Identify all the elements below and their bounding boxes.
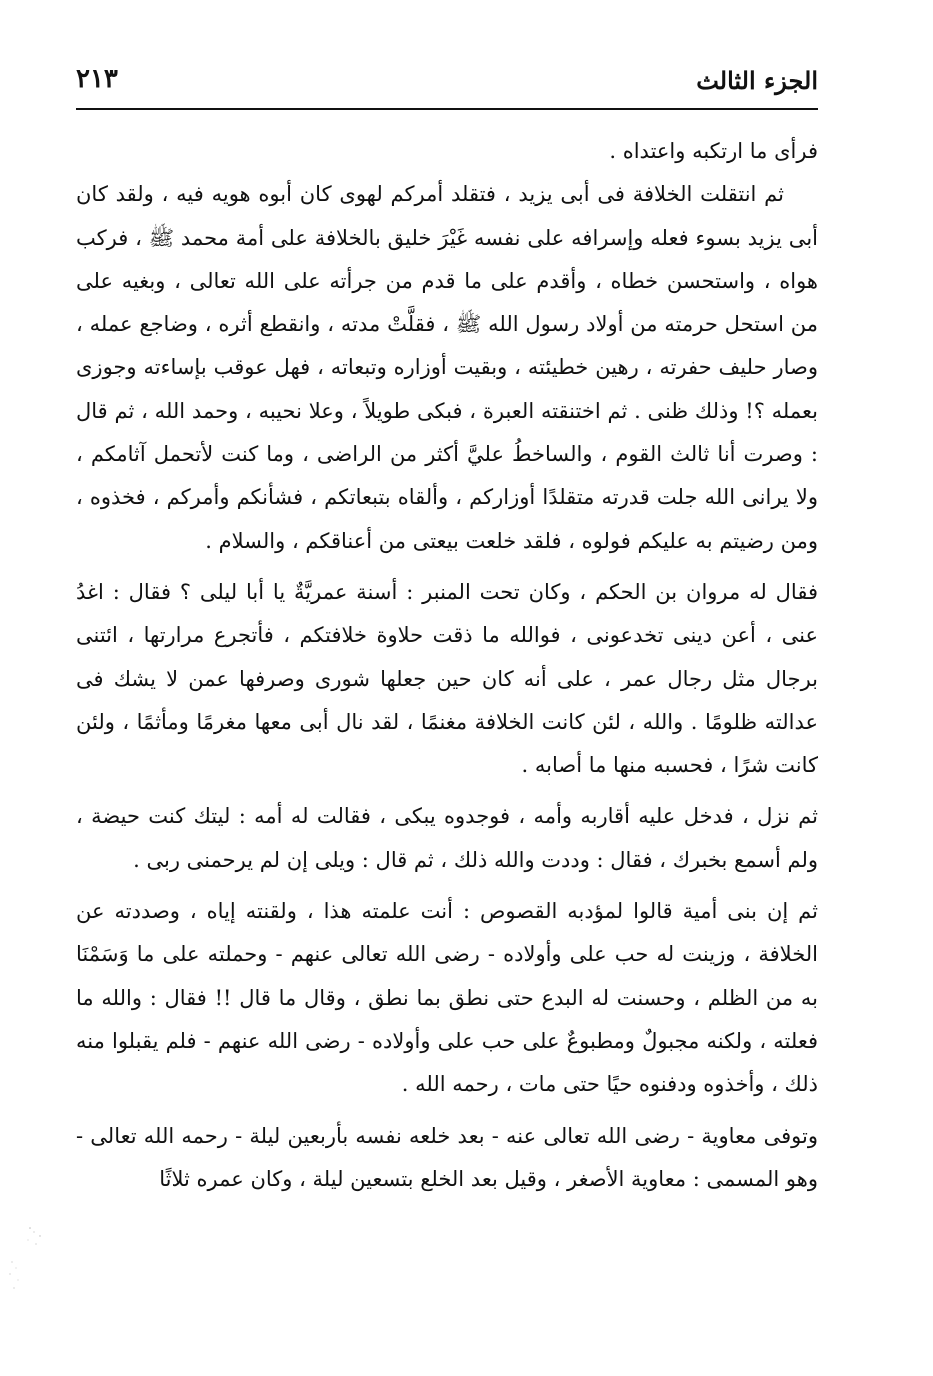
page-number: ٢١٣ — [76, 64, 118, 94]
paragraph-2: ثم انتقلت الخلافة فى أبى يزيد ، فتقلد أمركم لهوى كان أبوه هويه فيه ، ولقد كان أبى يزيد بسوء فعله وإسرافه على نفسه غَيْرَ خليق بالخلافة على أمة محمد ﷺ ، فركب هواه ، واستحسن خطاه ، وأقدم على ما قدم من جرأته على الله تعالى ، وبغيه على من استحل حرمته من أولاد رسول الله ﷺ ، فقلَّتْ مدته ، وانقطع أثره ، وضاجع عمله ، وصار حليف حفرته ، رهين خطيئته ، وبقيت أوزاره وتبعاته ، فهل عوقب بإساءته وجوزى بعمله ؟! وذلك ظنى . ثم اختنقته العبرة ، فبكى طويلاً ، وعلا نحيبه ، وحمد الله ، ثم قال : وصرت أنا ثالث القوم ، والساخطُ عليَّ أكثر من الراضى ، وما كنت لأتحمل آثامكم ، ولا يرانى الله جلت قدرته متقلدًا أوزاركم ، وألقاه بتبعاتكم ، فشأنكم وأمركم ، فخذوه ، ومن رضيتم به عليكم فولوه ، فلقد خلعت بيعتى من أعناقكم ، والسلام . — [76, 182, 818, 553]
scan-speckles — [0, 1210, 60, 1320]
paragraph-3: فقال له مروان بن الحكم ، وكان تحت المنبر : أسنة عمريَّةٌ يا أبا ليلى ؟ فقال : اغدُ عنى ، أعن دينى تخدعونى ، فوالله ما ذقت حلاوة خلافتكم ، فأتجرع مرارتها ، ائتنى برجال مثل رجال عمر ، على أنه كان حين جعلها شورى وصرفها عمن لا يشك فى عدالته ظلومًا . والله ، لئن كانت الخلافة مغنمًا ، لقد نال أبى معها مغرمًا ومأثمًا ، ولئن كانت شرًا ، فحسبه منها ما أصابه . — [76, 579, 818, 778]
paragraph-6: وتوفى معاوية - رضى الله تعالى عنه - بعد خلعه نفسه بأربعين ليلة - رحمه الله تعالى - وهو المسمى : معاوية الأصغر ، وقيل بعد الخلع بتسعين ليلة ، وكان عمره ثلاثًا — [76, 1123, 818, 1191]
main-text — [76, 130, 818, 1201]
header-rule — [76, 108, 818, 110]
paragraph-5: ثم إن بنى أمية قالوا لمؤدبه القصوص : أنت علمته هذا ، ولقنته إياه ، وصددته عن الخلافة ، وزينت له حب على وأولاده - رضى الله تعالى عنهم - وحملته على ما وَسَمْنَا به من الظلم ، وحسنت له البدع حتى نطق بما نطق ، وقال ما قال !! فقال : والله ما فعلته ، ولكنه مجبولٌ ومطبوعٌ على حب على وأولاده - رضى الله عنهم - فلم يقبلوا منه ذلك ، وأخذوه ودفنوه حيًا حتى مات ، رحمه الله . — [76, 899, 818, 1097]
running-title: الجزء الثالث — [696, 66, 818, 95]
page-header — [76, 62, 818, 102]
paragraph-4: ثم نزل ، فدخل عليه أقاربه وأمه ، فوجدوه يبكى ، فقالت له أمه : ليتك كنت حيضة ، ولم أسمع بخبرك ، فقال : وددت والله ذلك ، ثم قال : ويلى إن لم يرحمنى ربى . — [76, 804, 818, 872]
paragraph-1: فرأى ما ارتكبه واعتداه . — [609, 139, 818, 163]
